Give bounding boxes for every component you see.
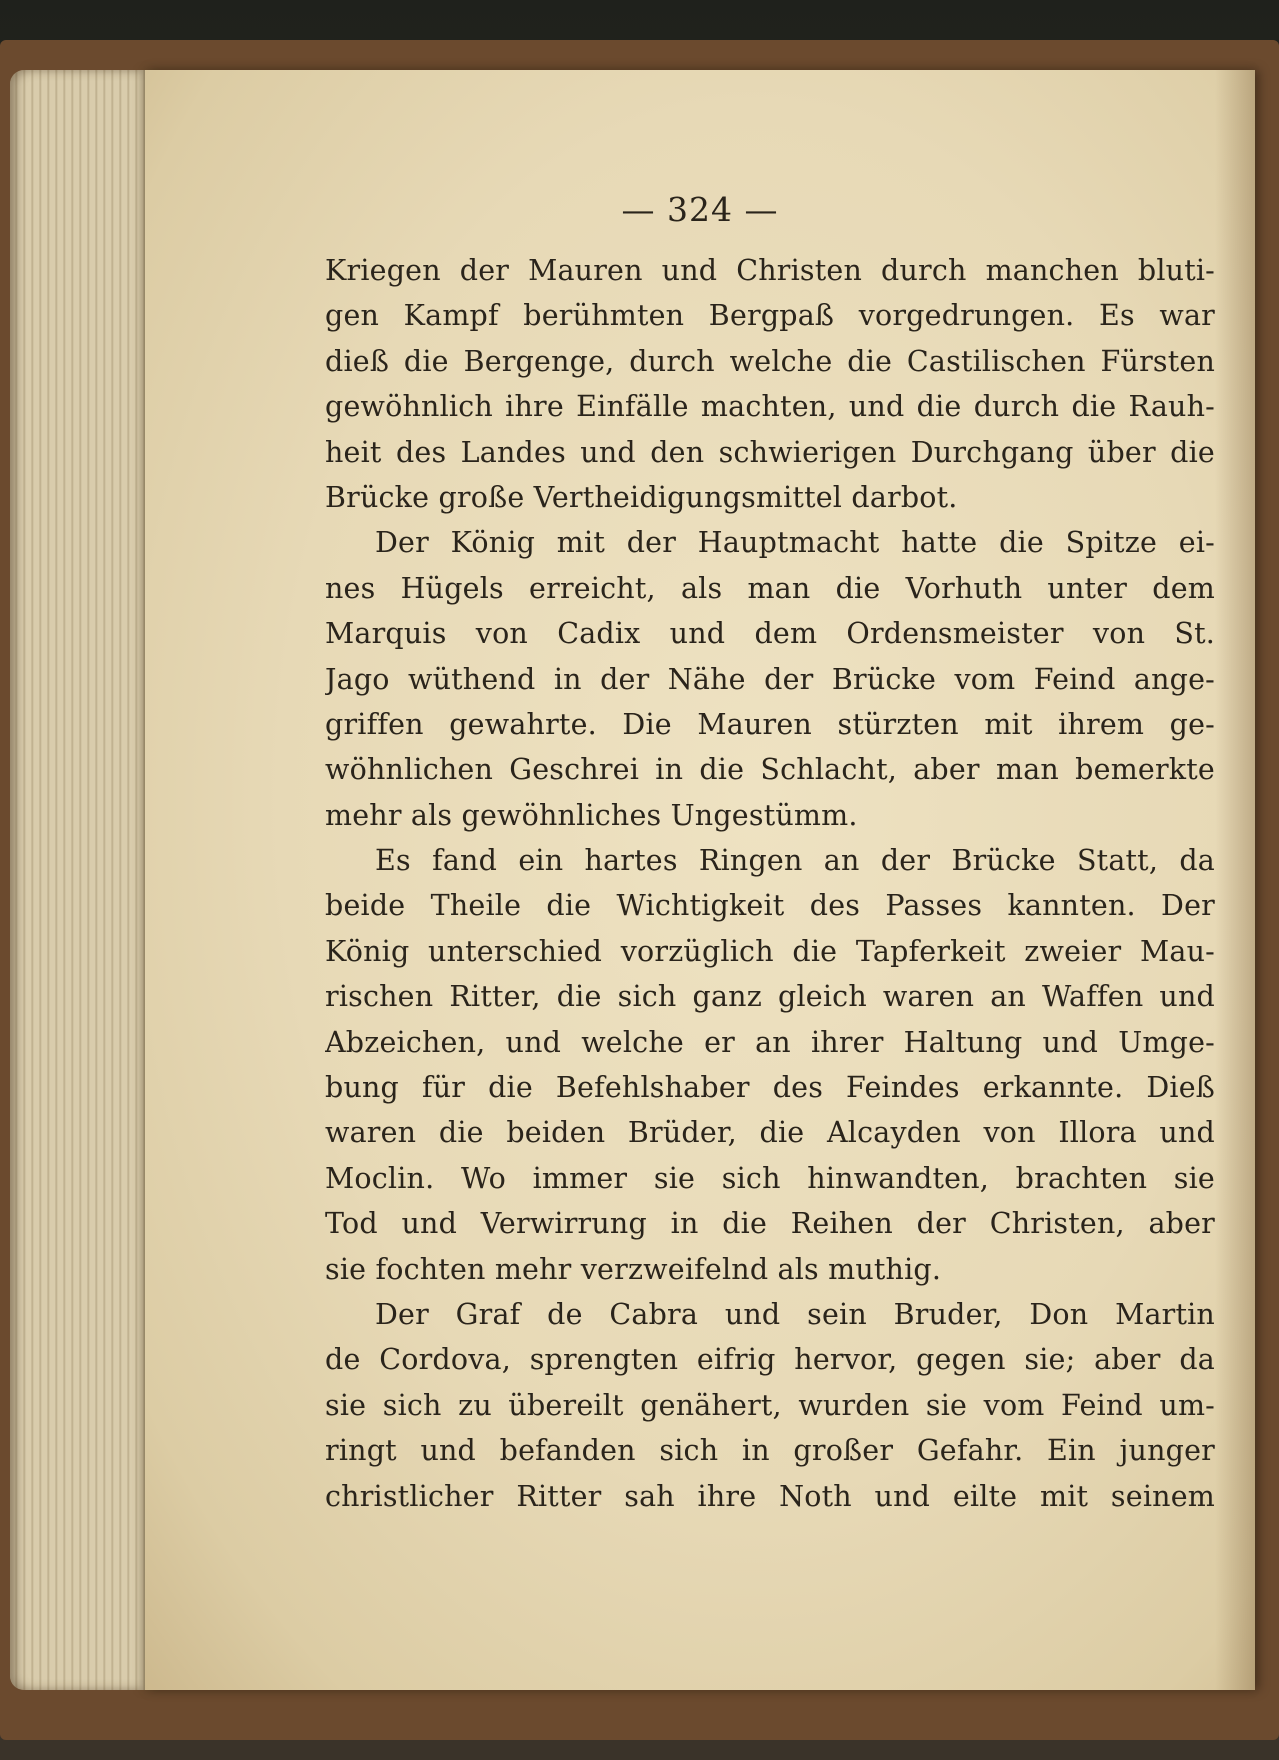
text-line: Der König mit der Hauptmacht hatte die Spitze ei- xyxy=(375,526,1215,560)
text-line: gewöhnlich ihre Einfälle machten, und die durch die Rauh- xyxy=(325,390,1215,424)
page-number: — 324 — xyxy=(621,190,779,229)
text-line: Kriegen der Mauren und Christen durch manchen bluti- xyxy=(325,254,1215,287)
text-line: mehr als gewöhnliches Ungestümm. xyxy=(325,798,858,832)
text-line: de Cordova, sprengten eifrig hervor, gegen sie; aber da xyxy=(325,1343,1215,1377)
text-line: rischen Ritter, die sich ganz gleich waren an Waffen und xyxy=(325,980,1215,1014)
text-line: griffen gewahrte. Die Mauren stürzten mit ihrem ge- xyxy=(325,707,1215,741)
text-line: Brücke große Vertheidigungsmittel darbot. xyxy=(325,480,958,514)
text-line: Jago wüthend in der Nähe der Brücke vom Feind ange- xyxy=(325,662,1215,696)
text-line: wöhnlichen Geschrei in die Schlacht, aber man bemerkte xyxy=(325,753,1215,787)
text-line: nes Hügels erreicht, als man die Vorhuth unter dem xyxy=(325,571,1215,605)
text-line: sie sich zu übereilt genähert, wurden sie vom Feind um- xyxy=(325,1388,1215,1422)
page-stack-edges xyxy=(10,70,160,1690)
text-line: Der Graf de Cabra und sein Bruder, Don Martin xyxy=(375,1297,1215,1331)
page-edge-shadow xyxy=(1215,70,1255,1690)
text-line: gen Kampf berühmten Bergpaß vorgedrungen. Es war xyxy=(325,299,1215,333)
text-line: christlicher Ritter sah ihre Noth und eilte mit seinem xyxy=(325,1479,1215,1513)
text-line: dieß die Bergenge, durch welche die Castilischen Fürsten xyxy=(325,344,1215,378)
text-line: sie fochten mehr verzweifelnd als muthig. xyxy=(325,1252,942,1286)
text-line: Moclin. Wo immer sie sich hinwandten, brachten sie xyxy=(325,1161,1215,1195)
text-line: Marquis von Cadix und dem Ordensmeister von St. xyxy=(325,617,1215,651)
text-line: waren die beiden Brüder, die Alcayden von Illora und xyxy=(325,1116,1215,1150)
text-line: heit des Landes und den schwierigen Durchgang über die xyxy=(325,435,1215,469)
text-line: Tod und Verwirrung in die Reihen der Christen, aber xyxy=(325,1207,1215,1241)
book-page xyxy=(145,70,1255,1690)
text-line: bung für die Befehlshaber des Feindes erkannte. Dieß xyxy=(325,1071,1215,1105)
text-line: Es fand ein hartes Ringen an der Brücke Statt, da xyxy=(375,844,1215,878)
text-line: König unterschied vorzüglich die Tapferkeit zweier Mau- xyxy=(325,934,1215,968)
text-line: Abzeichen, und welche er an ihrer Haltung und Umge- xyxy=(325,1025,1215,1059)
text-line: beide Theile die Wichtigkeit des Passes kannten. Der xyxy=(325,889,1215,923)
text-line: ringt und befanden sich in großer Gefahr. Ein junger xyxy=(325,1434,1215,1468)
body-text xyxy=(325,248,1215,1519)
